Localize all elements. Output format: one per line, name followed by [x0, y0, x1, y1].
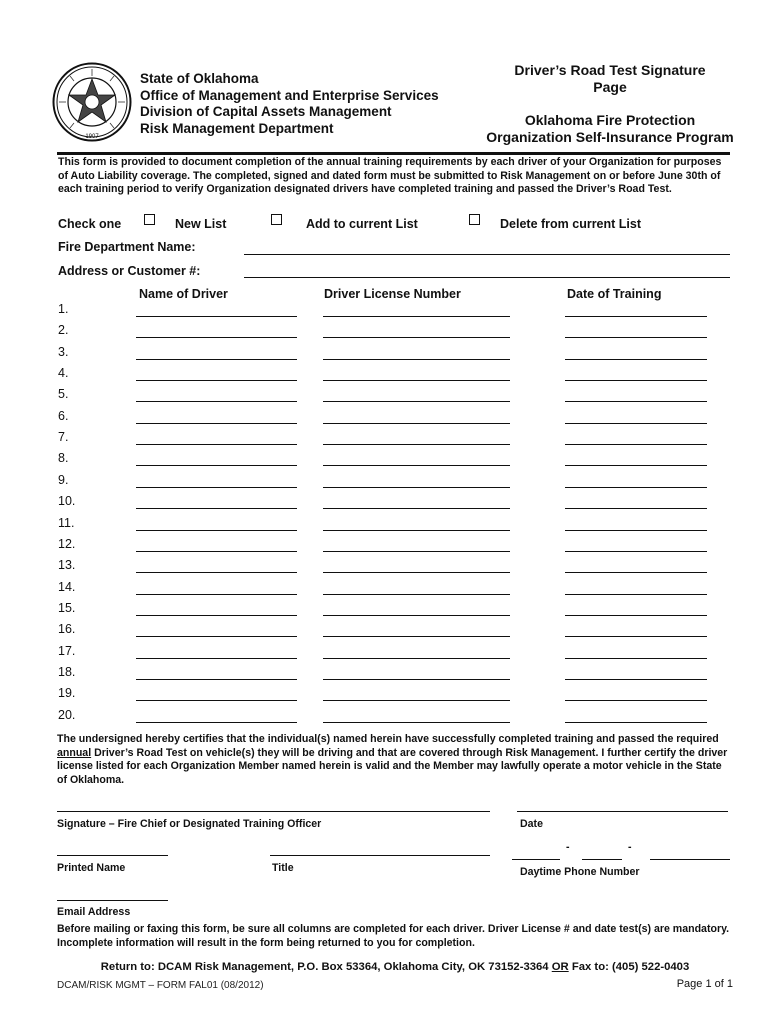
- training-date-field[interactable]: [565, 551, 707, 552]
- driver-name-field[interactable]: [136, 615, 297, 616]
- driver-name-field[interactable]: [136, 337, 297, 338]
- printed-name-label: Printed Name: [57, 862, 126, 874]
- license-number-field[interactable]: [323, 337, 510, 338]
- row-number: 6.: [58, 408, 69, 423]
- phone-prefix-line[interactable]: [582, 859, 622, 860]
- signature-label: Signature – Fire Chief or Designated Training Officer: [57, 818, 322, 830]
- return-or: OR: [551, 961, 569, 973]
- phone-separator: -: [628, 841, 632, 853]
- row-number: 3.: [58, 344, 69, 359]
- address-label: Address or Customer #:: [58, 264, 201, 278]
- training-date-field[interactable]: [565, 316, 707, 317]
- row-number: 5.: [58, 387, 69, 402]
- driver-name-field[interactable]: [136, 530, 297, 531]
- license-number-field[interactable]: [323, 444, 510, 445]
- row-number: 12.: [58, 536, 76, 551]
- training-date-field[interactable]: [565, 465, 707, 466]
- return-text: Return to: DCAM Risk Management, P.O. Box 53364, Oklahoma City, OK 73152-3364: [100, 961, 552, 973]
- driver-name-field[interactable]: [136, 594, 297, 595]
- svg-text:1907: 1907: [85, 134, 99, 140]
- return-text: Fax to: (405) 522-0403: [568, 961, 690, 973]
- license-number-field[interactable]: [323, 615, 510, 616]
- row-number: 7.: [58, 430, 69, 445]
- training-date-field[interactable]: [565, 359, 707, 360]
- license-number-field[interactable]: [323, 487, 510, 488]
- column-header-date: Date of Training: [567, 287, 662, 301]
- license-number-field[interactable]: [323, 572, 510, 573]
- new-list-label: New List: [175, 217, 227, 231]
- email-label: Email Address: [57, 906, 131, 918]
- training-date-field[interactable]: [565, 530, 707, 531]
- agency-line: Division of Capital Assets Management: [140, 104, 392, 119]
- agency-line: Office of Management and Enterprise Services: [140, 87, 439, 103]
- phone-number-line[interactable]: [650, 859, 730, 860]
- signature-line[interactable]: [57, 811, 490, 812]
- row-number: 14.: [58, 579, 76, 594]
- training-date-field[interactable]: [565, 444, 707, 445]
- driver-name-field[interactable]: [136, 465, 297, 466]
- title-label: Title: [272, 862, 294, 874]
- column-header-license: Driver License Number: [324, 287, 461, 301]
- row-number: 1.: [58, 302, 69, 316]
- driver-name-field[interactable]: [136, 423, 297, 424]
- row-number: 15.: [58, 600, 76, 615]
- certification-text: The undersigned hereby certifies that the individual(s) named herein have successfully completed training and passed the required: [57, 733, 719, 745]
- training-date-field[interactable]: [565, 572, 707, 573]
- delete-from-list-checkbox[interactable]: [469, 214, 480, 225]
- license-number-field[interactable]: [323, 636, 510, 637]
- license-number-field[interactable]: [323, 700, 510, 701]
- add-to-list-label: Add to current List: [306, 217, 418, 231]
- training-date-field[interactable]: [565, 423, 707, 424]
- date-line[interactable]: [517, 811, 728, 812]
- training-date-field[interactable]: [565, 658, 707, 659]
- email-line[interactable]: [57, 900, 168, 901]
- training-date-field[interactable]: [565, 722, 707, 723]
- delete-from-list-label: Delete from current List: [500, 217, 642, 231]
- form-identifier: DCAM/RISK MGMT – FORM FAL01 (08/2012): [57, 980, 264, 991]
- driver-name-field[interactable]: [136, 359, 297, 360]
- training-date-field[interactable]: [565, 337, 707, 338]
- new-list-checkbox[interactable]: [144, 214, 155, 225]
- training-date-field[interactable]: [565, 508, 707, 509]
- driver-name-field[interactable]: [136, 658, 297, 659]
- license-number-field[interactable]: [323, 316, 510, 317]
- driver-name-field[interactable]: [136, 572, 297, 573]
- driver-name-field[interactable]: [136, 636, 297, 637]
- oklahoma-state-seal: [52, 62, 132, 142]
- row-number: 16.: [58, 622, 76, 637]
- form-title-line: Page: [593, 79, 627, 95]
- row-number: 11.: [58, 515, 75, 530]
- training-date-field[interactable]: [565, 636, 707, 637]
- add-to-list-checkbox[interactable]: [271, 214, 282, 225]
- training-date-field[interactable]: [565, 700, 707, 701]
- training-date-field[interactable]: [565, 679, 707, 680]
- driver-name-field[interactable]: [136, 722, 297, 723]
- return-address: [57, 961, 733, 973]
- training-date-field[interactable]: [565, 380, 707, 381]
- license-number-field[interactable]: [323, 530, 510, 531]
- license-number-field[interactable]: [323, 722, 510, 723]
- driver-name-field[interactable]: [136, 551, 297, 552]
- row-number: 2.: [58, 323, 69, 338]
- license-number-field[interactable]: [323, 380, 510, 381]
- intro-paragraph: This form is provided to document completion of the annual training requirements by each driver of your Organization for purposes of Auto Liability coverage. The completed, signed and dated form must be submitted to Risk Management on or before June 30th of each training period to verify Organization designated drivers have completed training and passed the Driver’s Road Test.: [58, 156, 722, 195]
- row-number: 17.: [58, 643, 76, 658]
- row-number: 10.: [58, 494, 76, 509]
- driver-name-field[interactable]: [136, 679, 297, 680]
- row-number: 9.: [58, 472, 69, 487]
- license-number-field[interactable]: [323, 359, 510, 360]
- program-name-line: Organization Self-Insurance Program: [486, 129, 734, 145]
- driver-name-field[interactable]: [136, 700, 297, 701]
- mailing-notice: Before mailing or faxing this form, be sure all columns are completed for each driver. Driver License # and date test(s) are mandatory. Incomplete information will result in the form being returned to you for completion.: [57, 923, 730, 949]
- date-label: Date: [520, 818, 543, 830]
- certification-annual: annual: [57, 746, 92, 759]
- training-date-field[interactable]: [565, 594, 707, 595]
- agency-line: State of Oklahoma: [140, 71, 259, 86]
- phone-area-line[interactable]: [512, 859, 560, 860]
- printed-name-line[interactable]: [57, 855, 168, 856]
- column-header-name: Name of Driver: [139, 287, 228, 301]
- training-date-field[interactable]: [565, 615, 707, 616]
- row-number: 19.: [58, 686, 76, 701]
- form-title: [465, 62, 755, 146]
- certification-text: Driver’s Road Test on vehicle(s) they will be driving and that are covered through Risk Management. I further certify the driver license listed for each Organization Member named herein is valid and the Member may lawfully operate a motor vehicle in the State of Oklahoma.: [57, 746, 728, 786]
- address-field[interactable]: [244, 277, 730, 278]
- driver-name-field[interactable]: [136, 508, 297, 509]
- license-number-field[interactable]: [323, 658, 510, 659]
- fire-department-field[interactable]: [244, 254, 730, 255]
- license-number-field[interactable]: [323, 594, 510, 595]
- phone-label: Daytime Phone Number: [520, 866, 640, 878]
- row-number: 8.: [58, 451, 69, 466]
- form-title-line: Driver’s Road Test Signature: [514, 62, 706, 78]
- row-number: 18.: [58, 664, 76, 679]
- title-line[interactable]: [270, 855, 490, 856]
- check-one-label: Check one: [58, 217, 122, 231]
- training-date-field[interactable]: [565, 487, 707, 488]
- license-number-field[interactable]: [323, 679, 510, 680]
- training-date-field[interactable]: [565, 401, 707, 402]
- row-number: 13.: [58, 558, 76, 573]
- page-number: Page 1 of 1: [676, 978, 733, 990]
- row-number: 20.: [58, 707, 76, 722]
- license-number-field[interactable]: [323, 423, 510, 424]
- driver-name-field[interactable]: [136, 316, 297, 317]
- driver-name-field[interactable]: [136, 444, 297, 445]
- license-number-field[interactable]: [323, 508, 510, 509]
- driver-name-field[interactable]: [136, 401, 297, 402]
- certification-paragraph: [57, 733, 733, 787]
- driver-name-field[interactable]: [136, 380, 297, 381]
- program-name-line: Oklahoma Fire Protection: [524, 112, 696, 128]
- phone-separator: -: [566, 841, 570, 853]
- license-number-field[interactable]: [323, 465, 510, 466]
- header-divider: [57, 152, 730, 155]
- license-number-field[interactable]: [323, 551, 510, 552]
- agency-line: Risk Management Department: [140, 120, 334, 136]
- driver-name-field[interactable]: [136, 487, 297, 488]
- agency-header: [140, 71, 439, 137]
- row-number: 4.: [58, 366, 69, 381]
- fire-department-label: Fire Department Name:: [58, 240, 196, 254]
- license-number-field[interactable]: [323, 401, 510, 402]
